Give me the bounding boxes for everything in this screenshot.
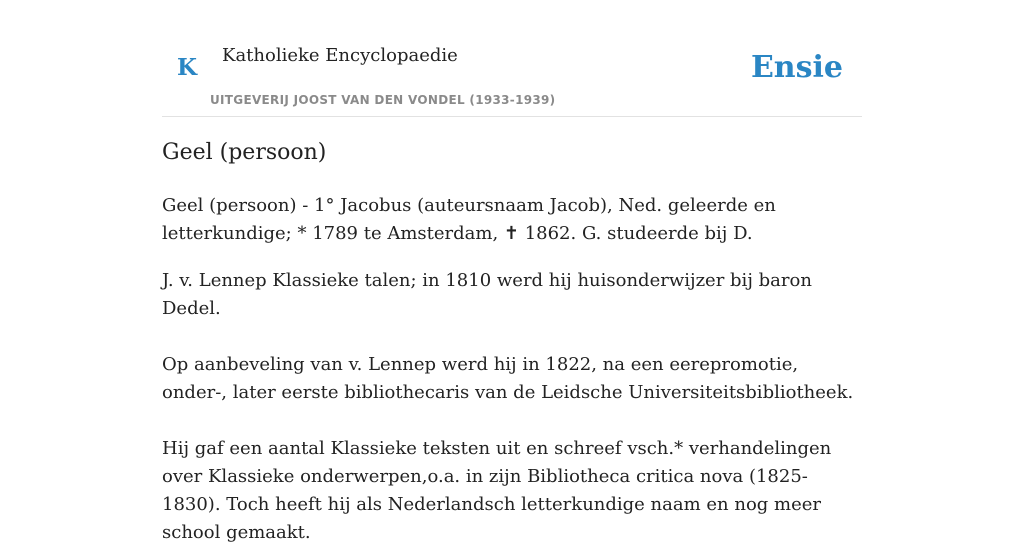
publisher-label: UITGEVERIJ JOOST VAN DEN VONDEL (1933-1939): [210, 93, 556, 107]
page: [162, 0, 862, 543]
paragraph: Hij gaf een aantal Klassieke teksten uit en schreef vsch.* verhandelingen over Klassieke onderwerpen,o.a. in zijn Bibliotheca critica nova (1825-1830). Toch heeft hij als Nederlandsch letterkundige naam en nog meer school gemaakt.: [162, 438, 832, 543]
header: [162, 0, 862, 117]
brand-logo[interactable]: Ensie: [750, 50, 843, 85]
paragraph: Op aanbeveling van v. Lennep werd hij in 1822, na een eerepromotie, onder-, later eerste bibliothecaris van de Leidsche Universiteitsbibliotheek.: [162, 354, 854, 403]
book-title[interactable]: Katholieke Encyclopaedie: [222, 45, 458, 66]
logo-letter[interactable]: K: [177, 54, 197, 81]
article-title: Geel (persoon): [162, 140, 327, 165]
paragraph: J. v. Lennep Klassieke talen; in 1810 werd hij huisonderwijzer bij baron Dedel.: [162, 270, 812, 319]
paragraph: Geel (persoon) - 1° Jacobus (auteursnaam Jacob), Ned. geleerde en letterkundige; * 1789 te Amsterdam, ✝ 1862. G. studeerde bij D.: [162, 195, 776, 244]
article-body: [162, 192, 866, 547]
